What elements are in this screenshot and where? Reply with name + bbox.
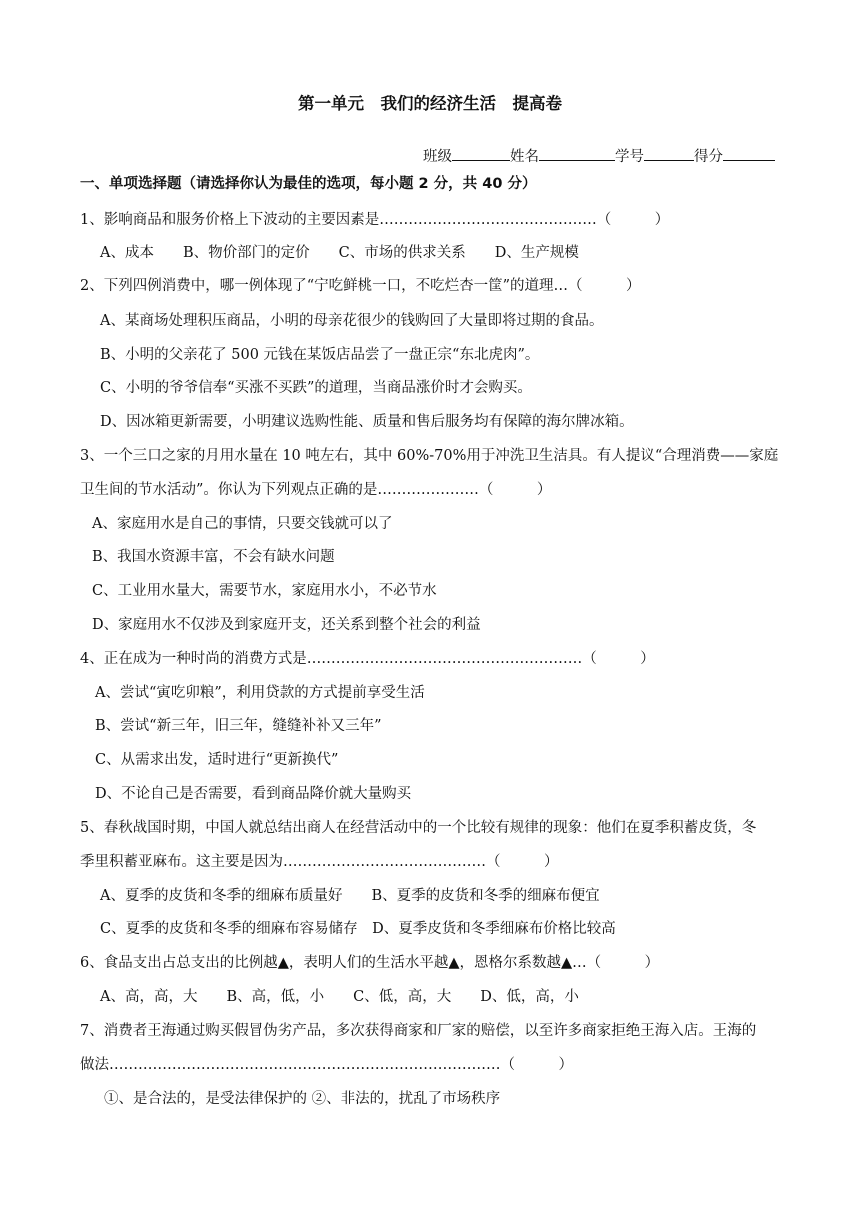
- question-7-stem-line1: 7、消费者王海通过购买假冒伪劣产品，多次获得商家和厂家的赔偿，以至许多商家拒绝王海入店。王海的: [80, 1023, 757, 1039]
- page-title: 第一单元 我们的经济生活 提高卷: [298, 94, 562, 113]
- question-4-option-a: A、尝试“寅吃卯粮”，利用贷款的方式提前享受生活: [95, 685, 425, 701]
- question-4-option-b: B、尝试“新三年，旧三年，缝缝补补又三年”: [95, 718, 382, 734]
- question-1-options: A、成本 B、物价部门的定价 C、市场的供求关系 D、生产规模: [100, 245, 579, 261]
- question-4-option-d: D、不论自己是否需要，看到商品降价就大量购买: [95, 786, 412, 802]
- question-3-option-b: B、我国水资源丰富，不会有缺水问题: [92, 549, 335, 565]
- question-5-options-ab: A、夏季的皮货和冬季的细麻布质量好 B、夏季的皮货和冬季的细麻布便宜: [100, 888, 600, 904]
- question-2-option-b: B、小明的父亲花了 500 元钱在某饭店品尝了一盘正宗“东北虎肉”。: [100, 347, 540, 363]
- student-id-blank[interactable]: [644, 146, 694, 161]
- score-label: 得分: [694, 149, 723, 165]
- question-7-statements: ①、是合法的，是受法律保护的 ②、非法的，扰乱了市场秩序: [104, 1091, 501, 1107]
- question-2-stem: 2、下列四例消费中，哪一例体现了“宁吃鲜桃一口，不吃烂杏一筐”的道理…（ ）: [80, 278, 641, 294]
- question-3-option-d: D、家庭用水不仅涉及到家庭开支，还关系到整个社会的利益: [92, 617, 481, 633]
- question-4-option-c: C、从需求出发，适时进行“更新换代”: [95, 752, 339, 768]
- class-blank[interactable]: [452, 146, 510, 161]
- question-3-option-c: C、工业用水量大，需要节水，家庭用水小，不必节水: [92, 583, 437, 599]
- student-info-line: [423, 146, 775, 167]
- question-3-stem-line1: 3、一个三口之家的月用水量在 10 吨左右，其中 60%-70%用于冲洗卫生洁具。有人提议“合理消费——家庭: [80, 448, 779, 464]
- question-7-stem-line2: 做法………………………………………………………………………（ ）: [80, 1057, 573, 1073]
- name-label: 姓名: [510, 149, 539, 165]
- question-6-stem: 6、食品支出占总支出的比例越▲，表明人们的生活水平越▲，恩格尔系数越▲…（ ）: [80, 955, 660, 971]
- question-5-stem-line2: 季里积蓄亚麻布。这主要是因为……………………………………（ ）: [80, 854, 559, 870]
- student-id-label: 学号: [615, 149, 644, 165]
- name-blank[interactable]: [539, 146, 615, 161]
- section-heading: 一、单项选择题（请选择你认为最佳的选项，每小题 2 分，共 40 分）: [80, 176, 537, 192]
- question-1-stem: 1、影响商品和服务价格上下波动的主要因素是………………………………………（ ）: [80, 212, 670, 228]
- question-3-stem-line2: 卫生间的节水活动”。你认为下列观点正确的是…………………（ ）: [80, 482, 552, 498]
- question-6-options: A、高，高，大 B、高，低，小 C、低，高，大 D、低，高，小: [100, 989, 579, 1005]
- class-label: 班级: [423, 149, 452, 165]
- question-2-option-d: D、因冰箱更新需要，小明建议选购性能、质量和售后服务均有保障的海尔牌冰箱。: [100, 414, 634, 430]
- question-2-option-c: C、小明的爷爷信奉“买涨不买跌”的道理，当商品涨价时才会购买。: [100, 380, 532, 396]
- question-3-option-a: A、家庭用水是自己的事情，只要交钱就可以了: [92, 516, 393, 532]
- question-2-option-a: A、某商场处理积压商品，小明的母亲花很少的钱购回了大量即将过期的食品。: [100, 313, 604, 329]
- question-4-stem: 4、正在成为一种时尚的消费方式是…………………………………………………（ ）: [80, 651, 655, 667]
- score-blank[interactable]: [723, 146, 775, 161]
- question-5-stem-line1: 5、春秋战国时期，中国人就总结出商人在经营活动中的一个比较有规律的现象：他们在夏季积蓄皮货，冬: [80, 820, 757, 836]
- question-5-options-cd: C、夏季的皮货和冬季的细麻布容易储存 D、夏季皮货和冬季细麻布价格比较高: [100, 921, 616, 937]
